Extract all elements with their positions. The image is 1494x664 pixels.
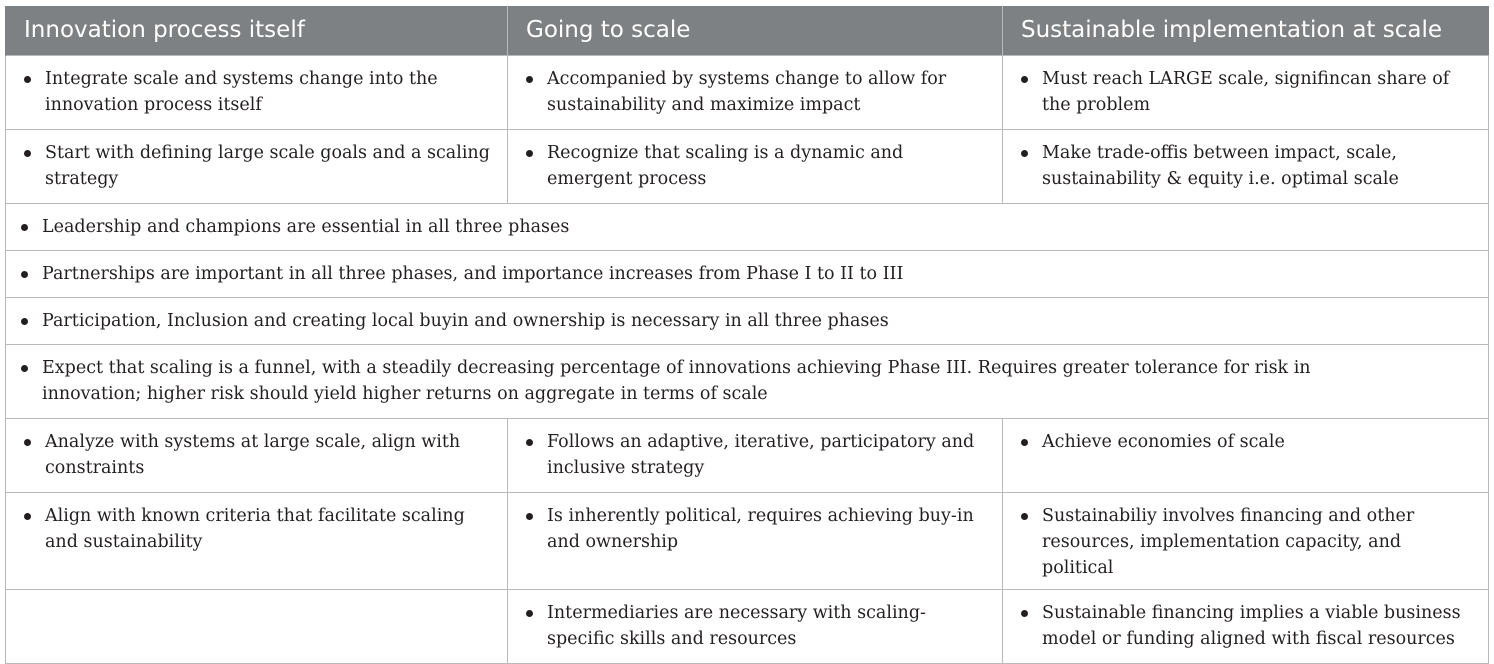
bullet-icon (1021, 76, 1028, 83)
cell-text: Must reach LARGE scale, signifincan share of the problem (1042, 68, 1450, 115)
bullet-icon (24, 513, 31, 520)
cell-text: Expect that scaling is a funnel, with a steadily decreasing percentage of innovations achieving Phase III. Requires greater tolerance for risk in innovation; higher risk should yield higher returns on aggregate in terms of scale (42, 357, 1311, 404)
table-cell (1003, 492, 1489, 589)
table-cell (6, 129, 508, 203)
bullet-item (1021, 429, 1478, 455)
table-cell (508, 55, 1003, 129)
cell-text: Participation, Inclusion and creating local buyin and ownership is necessary in all three phases (42, 310, 889, 331)
bullet-icon (1021, 150, 1028, 157)
table-cell (1003, 129, 1489, 203)
table-cell (6, 297, 1489, 344)
cell-text: Follows an adaptive, iterative, participatory and inclusive strategy (547, 431, 975, 478)
header-row (6, 6, 1489, 55)
bullet-item (21, 214, 1478, 240)
bullet-icon (21, 224, 28, 231)
table-row (6, 492, 1489, 589)
bullet-icon (526, 513, 533, 520)
cell-text: Is inherently political, requires achieving buy-in and ownership (547, 505, 974, 552)
table-cell (6, 492, 508, 589)
cell-text: Sustainable financing implies a viable business model or funding aligned with fiscal resources (1042, 602, 1461, 649)
bullet-icon (21, 318, 28, 325)
bullet-item (526, 140, 992, 192)
bullet-item (1021, 140, 1478, 192)
bullet-item (1021, 66, 1478, 118)
bullet-icon (24, 150, 31, 157)
cell-text: Analyze with systems at large scale, align with constraints (45, 431, 461, 478)
bullet-item (21, 308, 1478, 334)
bullet-icon (1021, 513, 1028, 520)
table-cell (508, 492, 1003, 589)
cell-text: Sustainabiliy involves financing and other resources, implementation capacity, and political (1042, 505, 1415, 578)
bullet-item (24, 140, 497, 192)
bullet-item (1021, 503, 1478, 581)
table-row (6, 297, 1489, 344)
table-row (6, 55, 1489, 129)
table-row (6, 129, 1489, 203)
table-cell (6, 203, 1489, 250)
bullet-item (21, 355, 1378, 407)
bullet-item (24, 503, 497, 555)
header-innovation-process: Innovation process itself (6, 6, 508, 55)
bullet-item (24, 66, 497, 118)
cell-text: Achieve economies of scale (1042, 431, 1285, 452)
cell-text: Start with defining large scale goals and a scaling strategy (45, 142, 490, 189)
cell-text: Partnerships are important in all three phases, and importance increases from Phase I to II to III (42, 263, 904, 284)
bullet-item (526, 600, 992, 652)
bullet-item (526, 503, 992, 555)
table-cell (6, 344, 1489, 418)
bullet-icon (1021, 439, 1028, 446)
table-cell (1003, 55, 1489, 129)
bullet-icon (526, 439, 533, 446)
table-cell-empty (6, 589, 508, 663)
cell-text: Align with known criteria that facilitate scaling and sustainability (45, 505, 465, 552)
bullet-icon (21, 271, 28, 278)
bullet-item (526, 429, 992, 481)
bullet-icon (526, 150, 533, 157)
cell-text: Make trade-offis between impact, scale, sustainability & equity i.e. optimal scale (1042, 142, 1399, 189)
bullet-icon (526, 610, 533, 617)
table-row (6, 250, 1489, 297)
table-row (6, 203, 1489, 250)
table-row (6, 418, 1489, 492)
header-going-to-scale: Going to scale (508, 6, 1003, 55)
table-row (6, 344, 1489, 418)
bullet-icon (526, 76, 533, 83)
cell-text: Recognize that scaling is a dynamic and emergent process (547, 142, 904, 189)
table-cell (508, 418, 1003, 492)
cell-text: Integrate scale and systems change into the innovation process itself (45, 68, 438, 115)
bullet-icon (24, 439, 31, 446)
table-cell (508, 589, 1003, 663)
cell-text: Accompanied by systems change to allow for sustainability and maximize impact (547, 68, 947, 115)
cell-text: Intermediaries are necessary with scaling-specific skills and resources (547, 602, 926, 649)
table-cell (1003, 589, 1489, 663)
table-cell (6, 55, 508, 129)
bullet-icon (24, 76, 31, 83)
bullet-item (526, 66, 992, 118)
bullet-item (21, 261, 1478, 287)
table-cell (6, 250, 1489, 297)
bullet-icon (1021, 610, 1028, 617)
bullet-item (1021, 600, 1478, 652)
table-cell (1003, 418, 1489, 492)
scaling-phases-table (5, 6, 1489, 664)
bullet-icon (21, 365, 28, 372)
table-cell (6, 418, 508, 492)
header-sustainable-implementation: Sustainable implementation at scale (1003, 6, 1489, 55)
table-row (6, 589, 1489, 663)
table-cell (508, 129, 1003, 203)
cell-text: Leadership and champions are essential in all three phases (42, 216, 570, 237)
bullet-item (24, 429, 497, 481)
